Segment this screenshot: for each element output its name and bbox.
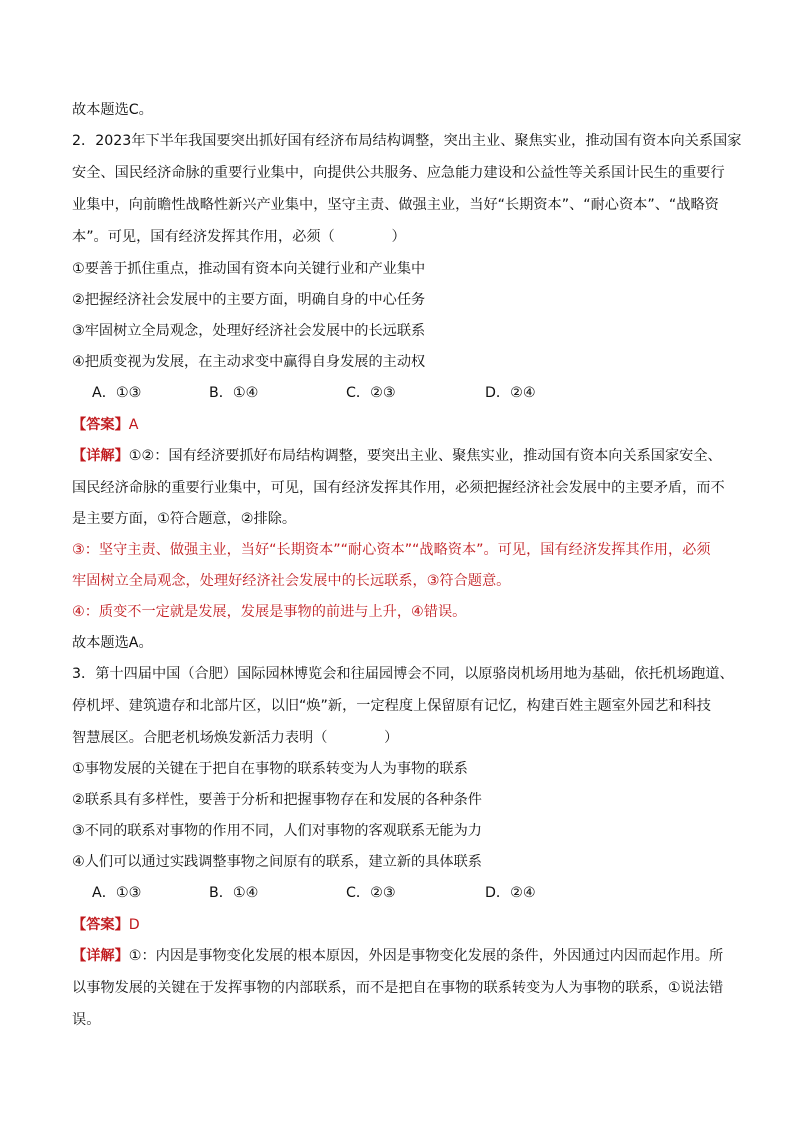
q3-stem-line-3: 智慧展区。合肥老机场焕发新活力表明（ ） [72, 730, 399, 746]
q2-stem-line-1: 2．2023年下半年我国要突出抓好国有经济布局结构调整，突出主业、聚焦实业，推动国有资本向关系国家 [72, 133, 742, 149]
q2-detail-line-1 [72, 447, 722, 465]
q2-option-d: D．②④ [485, 385, 536, 401]
q3-detail-line-1 [72, 947, 723, 965]
q2-red-line-2: 牢固树立全局观念，处理好经济社会发展中的长远联系，③符合题意。 [72, 573, 511, 589]
q3-option-c: C．②③ [346, 885, 396, 901]
q3-statement-4: ④人们可以通过实践调整事物之间原有的联系，建立新的具体联系 [72, 854, 482, 870]
q2-detail-text-1: ①②：国有经济要抓好布局结构调整，要突出主业、聚焦实业，推动国有资本向关系国家安全、 [128, 448, 722, 464]
q3-detail-text-1: ①：内因是事物变化发展的根本原因，外因是事物变化发展的条件，外因通过内因而起作用。所 [128, 948, 724, 964]
q2-answer-label: 【答案】 [72, 417, 129, 433]
q3-stem-line-1: 3．第十四届中国（合肥）国际园林博览会和往届园博会不同，以原骆岗机场用地为基础，依托机场跑道、 [72, 666, 734, 682]
q3-option-d: D．②④ [485, 885, 536, 901]
q2-conclusion: 故本题选A。 [72, 635, 153, 651]
q3-detail-line-2: 以事物发展的关键在于发挥事物的内部联系，而不是把自在事物的联系转变为人为事物的联系，①说法错 [72, 980, 724, 996]
q3-option-a: A．①③ [92, 885, 142, 901]
q2-statement-2: ②把握经济社会发展中的主要方面，明确自身的中心任务 [72, 292, 426, 308]
q2-detail-line-2: 国民经济命脉的重要行业集中，可见，国有经济发挥其作用，必须把握经济社会发展中的主要矛盾，而不 [72, 480, 725, 496]
q3-statement-2: ②联系具有多样性，要善于分析和把握事物存在和发展的各种条件 [72, 792, 482, 808]
q2-stem-line-4: 本”。可见，国有经济发挥其作用，必须（ ） [72, 229, 406, 245]
q3-answer-value: D [128, 917, 140, 933]
q2-detail-line-3: 是主要方面，①符合题意，②排除。 [72, 511, 297, 527]
q2-red-line-1: ③：坚守主责、做强主业，当好“长期资本”“耐心资本”“战略资本”。可见，国有经济发挥其作用，必须 [72, 542, 711, 558]
q2-stem-line-3: 业集中，向前瞻性战略性新兴产业集中，坚守主责、做强主业，当好“长期资本”、“耐心资本”、“战略资 [72, 197, 719, 213]
q2-answer-value: A [128, 417, 139, 433]
q2-detail-label: 【详解】 [72, 448, 129, 464]
q3-option-b: B．①④ [209, 885, 259, 901]
q2-stem-line-2: 安全、国民经济命脉的重要行业集中，向提供公共服务、应急能力建设和公益性等关系国计民生的重要行 [72, 165, 725, 181]
q2-statement-4: ④把质变视为发展，在主动求变中赢得自身发展的主动权 [72, 354, 426, 370]
q1-conclusion: 故本题选C。 [72, 102, 153, 118]
q2-option-c: C．②③ [346, 385, 396, 401]
q2-statement-1: ①要善于抓住重点，推动国有资本向关键行业和产业集中 [72, 261, 426, 277]
q2-option-b: B．①④ [209, 385, 259, 401]
q2-answer [72, 416, 138, 434]
q3-statement-3: ③不同的联系对事物的作用不同，人们对事物的客观联系无能为力 [72, 823, 482, 839]
q3-statement-1: ①事物发展的关键在于把自在事物的联系转变为人为事物的联系 [72, 761, 468, 777]
q2-red-line-3: ④：质变不一定就是发展，发展是事物的前进与上升，④错误。 [72, 604, 467, 620]
q3-detail-label: 【详解】 [72, 948, 129, 964]
q2-statement-3: ③牢固树立全局观念，处理好经济社会发展中的长远联系 [72, 323, 426, 339]
q3-detail-line-3: 误。 [72, 1012, 101, 1028]
q3-answer [72, 916, 140, 934]
q2-option-a: A．①③ [92, 385, 142, 401]
q3-stem-line-2: 停机坪、建筑遗存和北部片区，以旧“焕”新，一定程度上保留原有记忆，构建百姓主题室外园艺和科技 [72, 698, 711, 714]
q3-answer-label: 【答案】 [72, 917, 129, 933]
